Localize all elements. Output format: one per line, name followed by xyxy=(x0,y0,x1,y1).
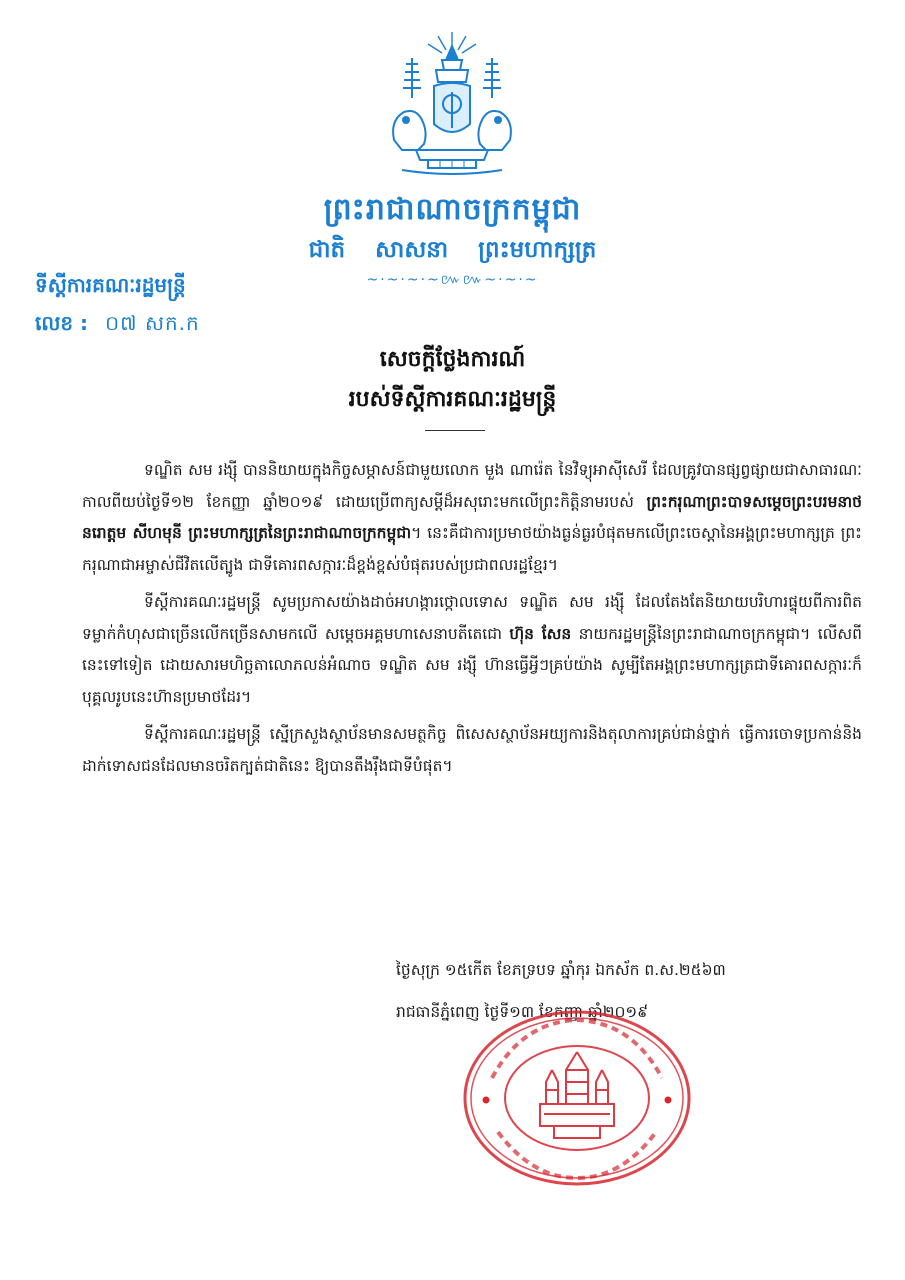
header-ornament: ~·~·~·~៚៚~·~·~ xyxy=(366,272,539,288)
statement-subtitle: របស់ទីស្តីការគណៈរដ្ឋមន្ត្រី xyxy=(348,387,557,412)
statement-title: សេចក្តីថ្លែងការណ៍ xyxy=(379,347,526,372)
solar-date: រាជធានីភ្នំពេញ ថ្ងៃទី១៣ ខែកញ្ញា ឆ្នាំ២០១៩ xyxy=(396,1003,649,1021)
royal-arms-icon xyxy=(372,28,532,178)
paragraph-2-pm-name: ហ៊ុន សែន xyxy=(509,624,572,643)
paragraph-3: ទីស្តីការគណៈរដ្ឋមន្ត្រី ស្នើក្រសួងស្ថាប័នមានសមត្ថកិច្ច ពិសេសស្ថាប័នអយ្យការនិងតុលាការគ្រប់ជាន់ថ្នាក់ ធ្វើការចោទប្រកាន់និងដាក់ទោសជនដែលមានចរិតក្បត់ជាតិនេះ ឱ្យបានតឹងរ៉ឹងជាទីបំផុត។ xyxy=(82,725,862,775)
paragraph-1-text-b: ។ នេះគឺជាការប្រមាថយ៉ាងធ្ងន់ធ្ងរបំផុតមកលើព្រះចេស្តានៃអង្គព្រះមហាក្សត្រ ព្រះករុណាជាអម្ចាស់ជីវិតលើត្បូង ជាទីគោរពសក្ការៈដ៏ខ្ពង់ខ្ពស់បំផុតរបស់ប្រជាពលរដ្ឋខ្មែរ។ xyxy=(82,524,862,574)
document-number-label: លេខ : xyxy=(35,311,89,335)
paragraph-1-king-title: ព្រះករុណាព្រះបាទសម្តេចព្រះបរមនាថ នរោត្តម សីហមុនី ព្រះមហាក្សត្រនៃព្រះរាជាណាចក្រកម្ពុជា xyxy=(82,492,862,542)
national-motto: ជាតិ សាសនា ព្រះមហាក្សត្រ xyxy=(308,237,597,263)
kingdom-title: ព្រះរាជាណាចក្រកម្ពុជា xyxy=(323,192,582,227)
office-seal-icon xyxy=(462,1008,692,1188)
paragraph-1-text-a: ទណ្ឌិត សម រង្ស៊ី បាននិយាយក្នុងកិច្ចសម្ភាសន៍ជាមួយលោក មួង ណារ៉េត នៃវិទ្យុអាស៊ីសេរី ដែលគ្រូវបានផ្សព្វផ្សាយជាសាធារណៈ កាលពីយប់ថ្ងៃទី១២ ខែកញ្ញា ឆ្នាំ២០១៩ ដោយប្រើពាក្យសម្តីដ៏អសុរោះមកលើព្រះកិត្តិនាមរបស់ xyxy=(82,461,862,511)
paragraph-2-text-a: ទីស្តីការគណៈរដ្ឋមន្ត្រី សូមប្រកាសយ៉ាងដាច់អហង្ការថ្កោលទោស ទណ្ឌិត សម រង្ស៊ី ដែលតែងតែនិយាយបរិហារផ្ទុយពីការពិត ទម្លាក់កំហុសជាច្រើនលើកច្រើនសាមកលើ សម្តេចអគ្គមហាសេនាបតីតេជោ xyxy=(82,593,862,643)
lunar-date: ថ្ងៃសុក្រ ១៥កើត ខែភទ្របទ ឆ្នាំកុរ ឯកស័ក ព.ស.២៥៦៣ xyxy=(396,961,726,979)
issuing-office: ទីស្តីការគណៈរដ្ឋមន្ត្រី xyxy=(35,273,186,297)
paragraph-2 xyxy=(82,587,862,713)
title-divider xyxy=(425,430,485,431)
paragraph-2-text-b: នាយករដ្ឋមន្ត្រីនៃព្រះរាជាណាចក្រកម្ពុជា។ លើសពីនេះទៅទៀត ដោយសារមហិច្ឆតាលោភលន់អំណាច ទណ្ឌិត សម រង្ស៊ី ហ៊ានធ្វើអ្វីៗគ្រប់យ៉ាង សូម្បីតែអង្គព្រះមហាក្សត្រជាទីគោរពសក្ការៈក៏បុគ្គលរូបនេះហ៊ានប្រមាថដែរ។ xyxy=(82,624,863,706)
document-number-value: ០៧ សក.ក xyxy=(105,311,200,335)
document-number xyxy=(35,310,200,340)
paragraph-1 xyxy=(82,455,862,581)
statement-body xyxy=(82,455,862,788)
